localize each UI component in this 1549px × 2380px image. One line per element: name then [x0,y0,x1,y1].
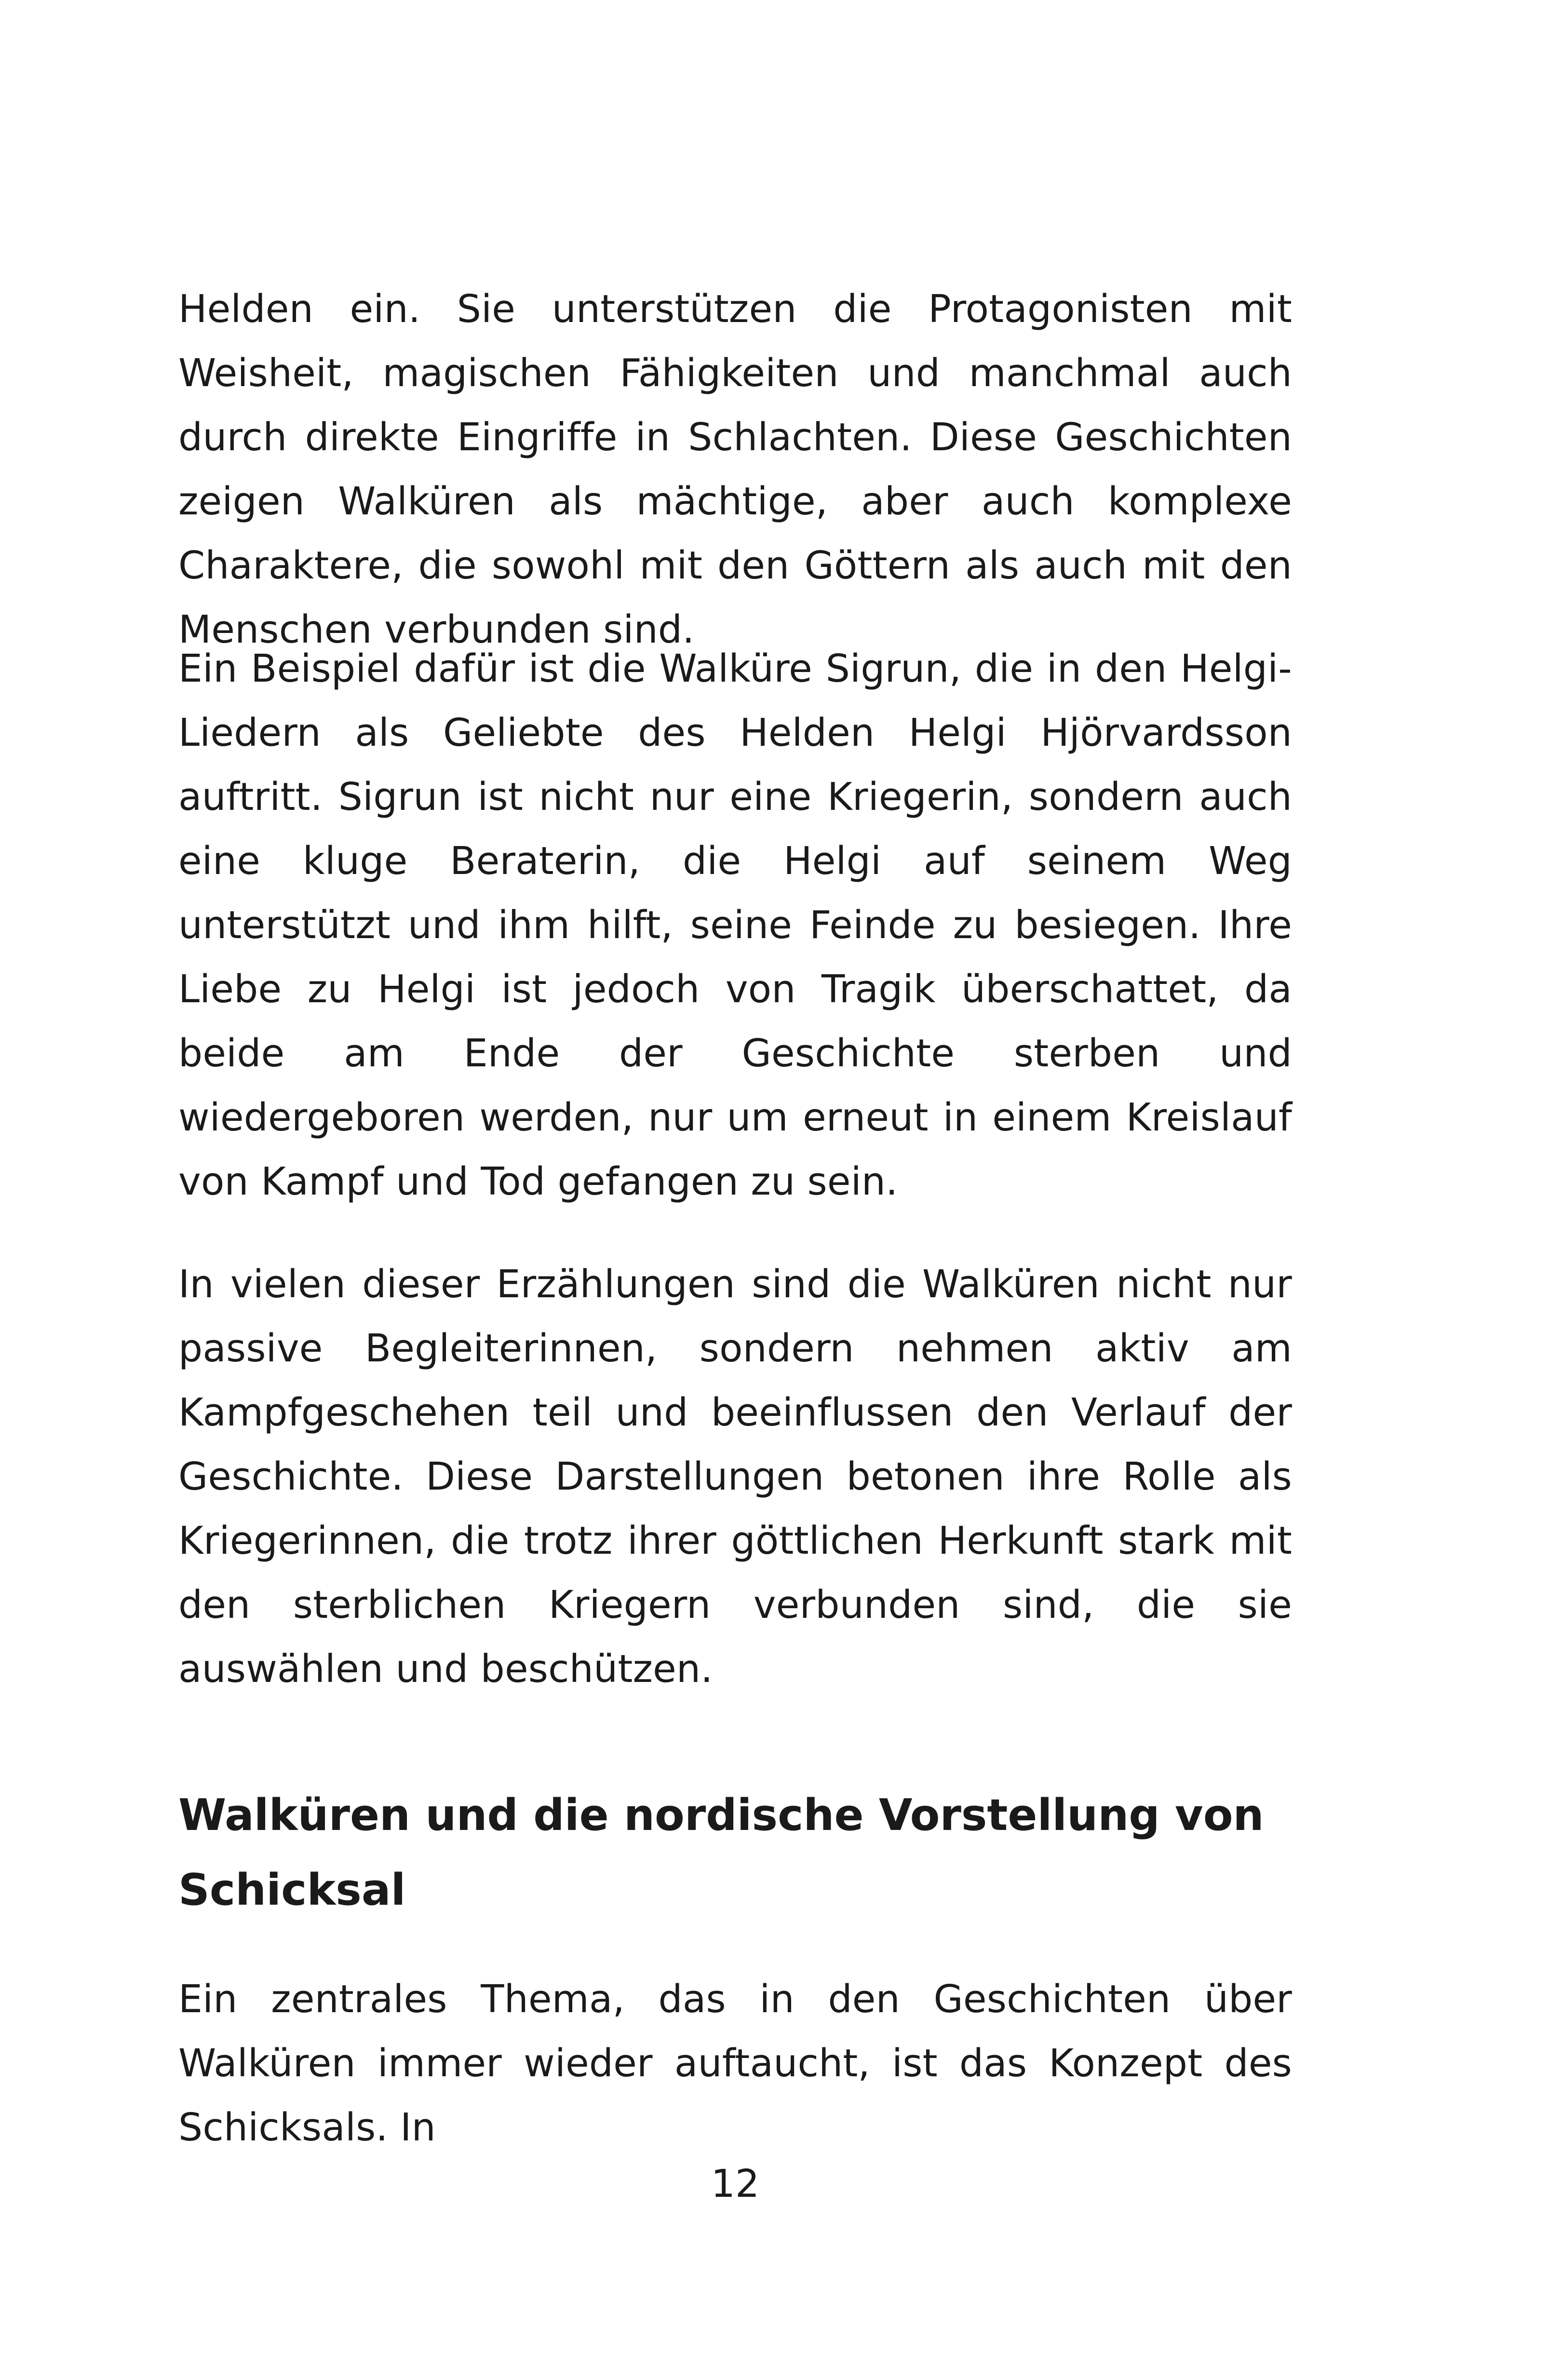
section-heading: Walküren und die nordische Vorstellung von Schicksal [178,1790,1264,1915]
body-paragraph: In vielen dieser Erzählungen sind die Walküren nicht nur passive Begleiterinnen, sondern nehmen aktiv am Kampfgeschehen teil und beeinflussen den Verlauf der Geschichte. Diese Darstellungen betonen ihre Rolle als Kriegerinnen, die trotz ihrer göttlichen Herkunft stark mit den sterblichen Kriegern verbunden sind, die sie auswählen und beschützen. [178,1262,1292,1691]
page-number: 12 [711,2162,760,2206]
body-paragraph: Ein Beispiel dafür ist die Walküre Sigrun, die in den Helgi-Liedern als Geliebte des Helden Helgi Hjörvardsson auftritt. Sigrun ist nicht nur eine Kriegerin, sondern auch eine kluge Beraterin, die Helgi auf seinem Weg unterstützt und ihm hilft, seine Feinde zu besiegen. Ihre Liebe zu Helgi ist jedoch von Tragik überschattet, da beide am Ende der Geschichte sterben und wiedergeboren werden, nur um erneut in einem Kreislauf von Kampf und Tod gefangen zu sein. [178,646,1292,1204]
body-paragraph: Ein zentrales Thema, das in den Geschichten über Walküren immer wieder auftaucht, ist das Konzept des Schicksals. In [178,1977,1292,2150]
body-paragraph: Helden ein. Sie unterstützen die Protagonisten mit Weisheit, magischen Fähigkeiten und manchmal auch durch direkte Eingriffe in Schlachten. Diese Geschichten zeigen Walküren als mächtige, aber auch komplexe Charaktere, die sowohl mit den Göttern als auch mit den Menschen verbunden sind. [178,287,1292,652]
